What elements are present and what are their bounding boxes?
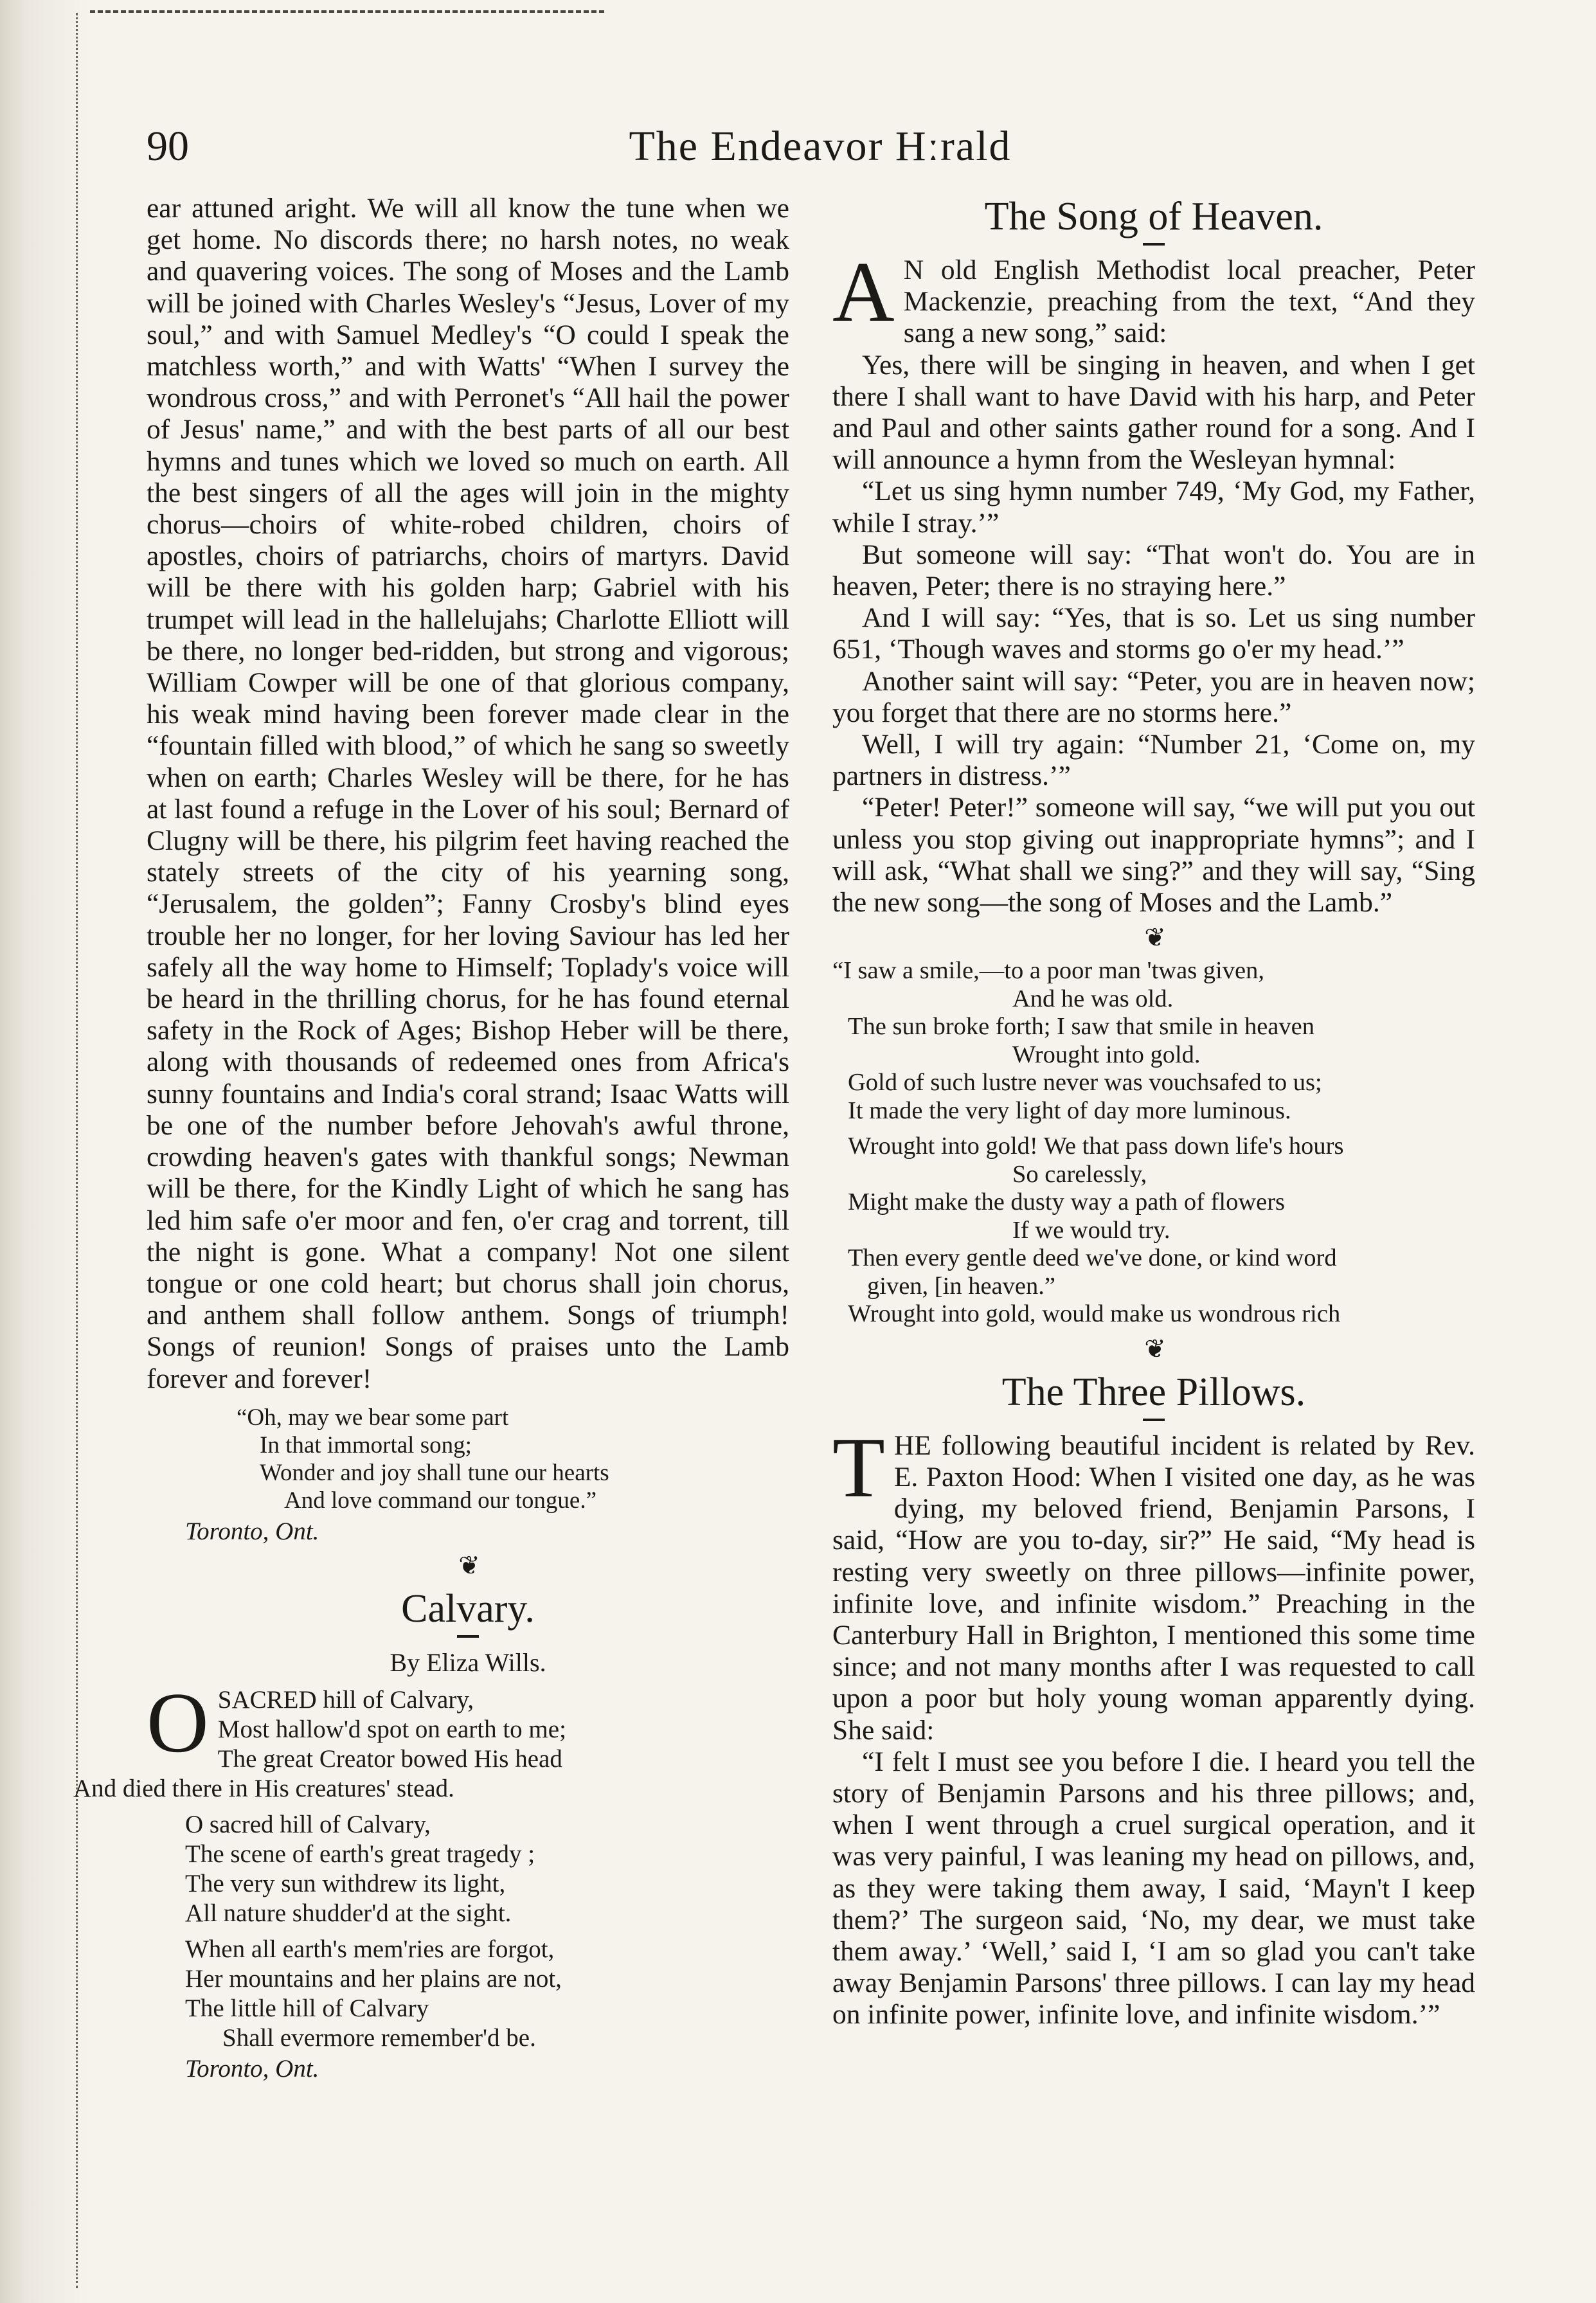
running-head bbox=[147, 122, 1494, 180]
poem-line: And he was old. bbox=[1012, 985, 1174, 1012]
verse-line: In that immortal song; bbox=[260, 1431, 472, 1458]
poem-line: Her mountains and her plains are not, bbox=[185, 1964, 562, 1993]
closing-verse bbox=[147, 1404, 789, 1514]
poem-line: The great Creator bowed His head bbox=[217, 1744, 562, 1773]
poem-fragment: [in heaven.” bbox=[934, 1272, 1055, 1300]
poem-fragment: given, bbox=[867, 1272, 929, 1300]
pillows-opening-text: HE following beautiful incident is related by Rev. E. Paxton Hood: When I visited one day, as he was dying, my beloved friend, Benjamin Parsons, I said, “How are you to-day, sir?” He said, “My head is resting very sweetly on three pillows—infinite power, infinite love, and infinite wisdom.” Preaching in the Canterbury Hall in Brighton, I mentioned this some time since; and not many months after I was requested to call upon a poor but holy young woman apparently dying. She said: bbox=[832, 1429, 1475, 1746]
heaven-paragraph: “Peter! Peter!” someone will say, “we will put you out unless you stop giving out inappropriate hymns”; and I will ask, “What shall we sing?” and they will say, “Sing the new song—the song of Moses and the Lamb.” bbox=[832, 792, 1475, 919]
verse-line: And love command our tongue.” bbox=[284, 1487, 597, 1514]
heaven-title: The Song of Heaven. bbox=[984, 195, 1323, 238]
page-binding-edge bbox=[0, 0, 90, 2303]
poem-line: The little hill of Calvary bbox=[185, 1994, 429, 2022]
poem-line: Wrought into gold! We that pass down life's hours bbox=[848, 1133, 1344, 1160]
poem-line: The very sun withdrew its light, bbox=[185, 1869, 506, 1897]
pillows-opening bbox=[832, 1419, 1475, 1746]
calvary-title: Calvary. bbox=[401, 1586, 535, 1631]
poem-line: Might make the dusty way a path of flowers bbox=[848, 1188, 1286, 1216]
poem-line: Wrought into gold, would make us wondrous rich bbox=[848, 1300, 1341, 1328]
poem-line: It made the very light of day more luminous. bbox=[848, 1097, 1291, 1124]
smile-stanza bbox=[832, 957, 1475, 1125]
ornament-icon: ❦ bbox=[458, 1550, 478, 1580]
heaven-paragraph: “Let us sing hymn number 749, ‘My God, my Father, while I stray.’” bbox=[832, 476, 1475, 539]
poem-line: O sacred hill of Calvary, bbox=[185, 1810, 431, 1838]
heaven-opening-text: N old English Methodist local preacher, Peter Mackenzie, preaching from the text, “And they sang a new song,” said: bbox=[903, 255, 1475, 349]
article-continuation: ear attuned aright. We will all know the tune when we get home. No discords there; no harsh notes, no weak and quavering voices. The song of Moses and the Lamb will be joined with Charles Wesley's “Jesus, Lover of my soul,” and with Samuel Medley's “O could I speak the matchless worth,” and with Watts' “When I survey the wondrous cross,” and with Perronet's “All hail the power of Jesus' name,” and with the best parts of all our best hymns and tunes which we loved so much on earth. All the best singers of all the ages will join in the mighty chorus—choirs of white-robed children, choirs of apostles, choirs of patriarchs, choirs of martyrs. David will be there with his golden harp; Gabriel with his trumpet will lead in the hallelujahs; Charlotte Elliott will be there, no longer bed-ridden, but strong and vigorous; William Cowper will be one of that glorious company, his weak mind having been forever made clear in the “fountain filled with blood,” of which he sang so sweetly when on earth; Charles Wesley will be there, for he has at last found a refuge in the Lover of his soul; Bernard of Clugny will be there, his pilgrim feet having reached the stately streets of the city of his yearning song, “Jerusalem, the golden”; Fanny Crosby's blind eyes trouble her no longer, for her loving Saviour has led her safely all the way home to Himself; Toplady's voice will be heard in the thrilling chorus, for he has found eternal safety in the Rock of Ages; Bishop Heber will be there, along with thousands of redeemed ones from Africa's sunny fountains and India's coral strand; Isaac Watts will be one of the number before Jehovah's awful throne, crowding heaven's gates with thankful songs; Newman will be there, for the Kindly Light of which he sang has led him safe o'er moor and fen, o'er crag and torrent, till the night is gone. What a company! Not one silent tongue or one cold heart; but chorus shall join chorus, and anthem shall follow anthem. Songs of triumph! Songs of reunion! Songs of praises unto the Lamb forever and forever! bbox=[147, 193, 789, 1394]
title-dash bbox=[457, 1635, 479, 1638]
poem-line: Then every gentle deed we've done, or kind word bbox=[848, 1244, 1337, 1272]
heaven-paragraph: And I will say: “Yes, that is so. Let us sing number 651, ‘Though waves and storms go o'er my head.’” bbox=[832, 602, 1475, 665]
right-column bbox=[832, 193, 1475, 2031]
ornament-icon: ❦ bbox=[1144, 1334, 1163, 1363]
poem-line: And died there in His creatures' stead. bbox=[73, 1774, 454, 1802]
verse-line: “Oh, may we bear some part bbox=[237, 1404, 509, 1431]
poem-line-split bbox=[832, 1273, 1475, 1301]
heaven-opening bbox=[832, 244, 1475, 350]
drop-cap: A bbox=[832, 244, 895, 339]
page-number: 90 bbox=[147, 123, 189, 170]
left-column bbox=[73, 193, 789, 2084]
poem-line: The scene of earth's great tragedy ; bbox=[185, 1840, 535, 1868]
heaven-paragraph: But someone will say: “That won't do. You are in heaven, Peter; there is no straying here.” bbox=[832, 539, 1475, 602]
signoff-location: Toronto, Ont. bbox=[185, 1517, 319, 1545]
poem-line: Most hallow'd spot on earth to me; bbox=[217, 1715, 566, 1743]
title-dash bbox=[1143, 243, 1165, 246]
calvary-poem bbox=[73, 1674, 789, 2053]
calvary-stanza bbox=[147, 1935, 789, 2053]
calvary-signoff: Toronto, Ont. bbox=[185, 2054, 319, 2083]
smile-poem bbox=[832, 957, 1475, 1329]
poem-line: When all earth's mem'ries are forgot, bbox=[185, 1935, 555, 1963]
heaven-paragraph: Well, I will try again: “Number 21, ‘Come on, my partners in distress.’” bbox=[832, 729, 1475, 792]
verse-line: Wonder and joy shall tune our hearts bbox=[260, 1459, 609, 1486]
journal-title: The Endeavor Hːrald bbox=[629, 123, 1012, 170]
calvary-stanza bbox=[73, 1674, 789, 1804]
pillows-paragraph: “I felt I must see you before I die. I heard you tell the story of Benjamin Parsons and his three pillows; and, when I went through a cruel surgical operation, and it was very painful, I was leaning my head on pillows, and, as they were taking them away, I said, ‘Mayn't I keep them?’ The surgeon said, ‘No, my dear, we must take them away.’ ‘Well,’ said I, ‘I am so glad you can't take away Benjamin Parsons' three pillows. I can lay my head on infinite power, infinite love, and infinite wisdom.’” bbox=[832, 1746, 1475, 2030]
ornament-icon: ❦ bbox=[1144, 923, 1163, 953]
heaven-paragraph: Yes, there will be singing in heaven, and when I get there I shall want to have David with his harp, and Peter and Paul and other saints gather round for a song. And I will announce a hymn from the Wesleyan hymnal: bbox=[832, 349, 1475, 476]
smile-stanza bbox=[832, 1133, 1475, 1329]
calvary-byline: By Eliza Wills. bbox=[390, 1647, 546, 1677]
poem-line: “I saw a smile,—to a poor man 'twas given, bbox=[832, 957, 1264, 985]
poem-line: Wrought into gold. bbox=[1012, 1041, 1201, 1068]
calvary-stanza bbox=[147, 1810, 789, 1928]
top-rule bbox=[90, 10, 604, 13]
drop-cap: T bbox=[832, 1419, 885, 1515]
poem-line: So carelessly, bbox=[1012, 1160, 1147, 1188]
poem-line: Shall evermore remember'd be. bbox=[222, 2023, 536, 2052]
poem-line: SACRED hill of Calvary, bbox=[217, 1685, 474, 1714]
poem-line: The sun broke forth; I saw that smile in heaven bbox=[848, 1013, 1314, 1041]
pillows-title: The Three Pillows. bbox=[1001, 1370, 1306, 1414]
poem-line: Gold of such lustre never was vouchsafed to us; bbox=[848, 1069, 1322, 1097]
drop-cap: O bbox=[147, 1674, 209, 1770]
title-dash bbox=[1143, 1419, 1165, 1421]
poem-line: All nature shudder'd at the sight. bbox=[185, 1899, 512, 1927]
poem-line: If we would try. bbox=[1012, 1216, 1170, 1244]
heaven-paragraph: Another saint will say: “Peter, you are in heaven now; you forget that there are no storms here.” bbox=[832, 665, 1475, 728]
